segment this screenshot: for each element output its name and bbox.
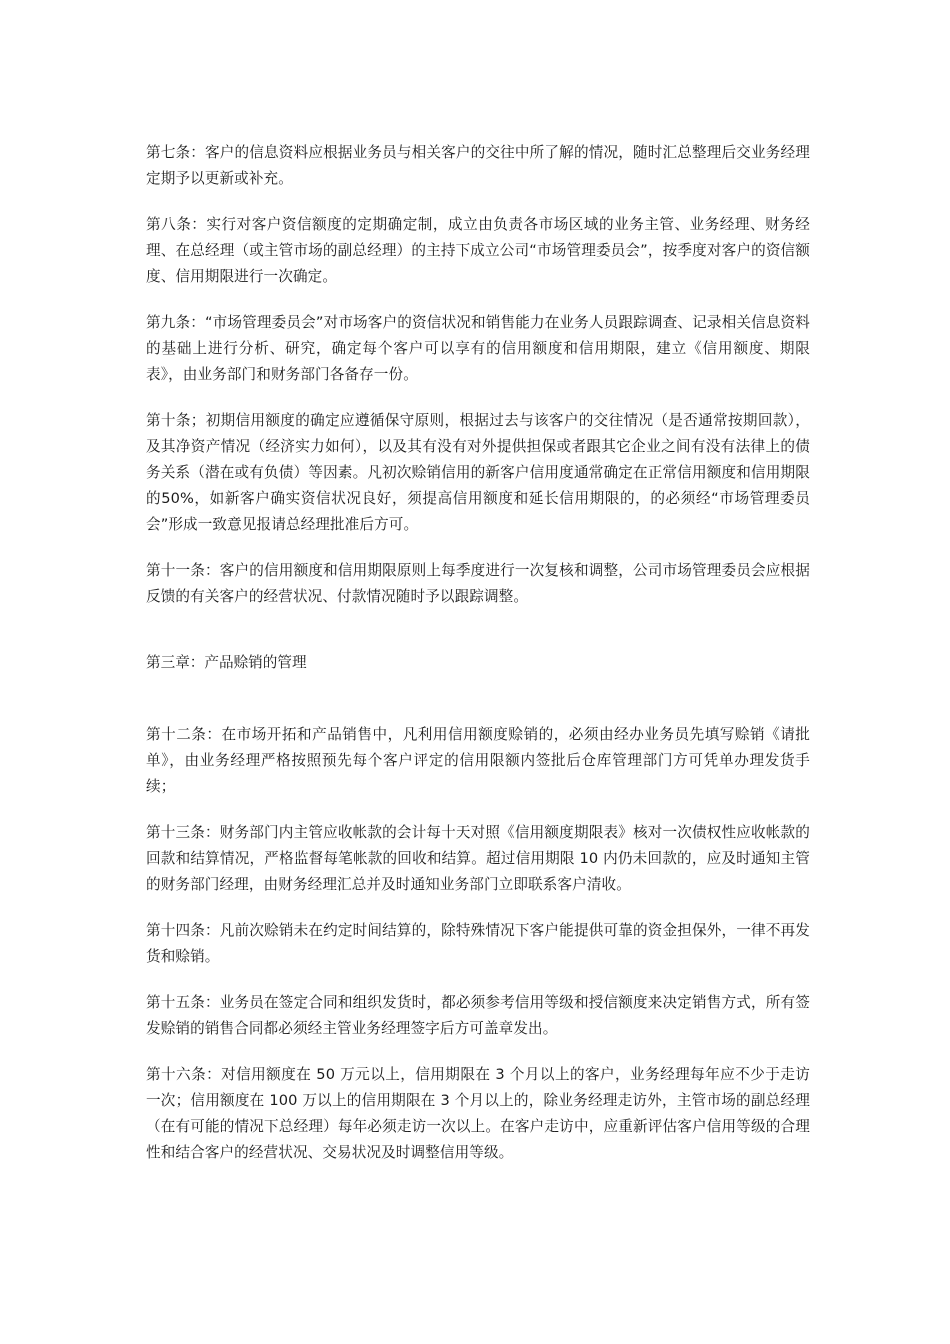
article-14: 第十四条：凡前次赊销未在约定时间结算的，除特殊情况下客户能提供可靠的资金担保外，一律不再发货和赊销。 bbox=[146, 922, 810, 965]
article-15: 第十五条：业务员在签定合同和组织发货时，都必须参考信用等级和授信额度来决定销售方式，所有签发赊销的销售合同都必须经主管业务经理签字后方可盖章发出。 bbox=[146, 994, 810, 1037]
chapter-title: 第三章：产品赊销的管理 bbox=[146, 654, 307, 671]
article-13: 第十三条：财务部门内主管应收帐款的会计每十天对照《信用额度期限表》核对一次债权性应收帐款的回款和结算情况，严格监督每笔帐款的回收和结算。超过信用期限 10 内仍未回款的，应及时通知主管的财务部门经理，由财务经理汇总并及时通知业务部门立即联系客户清收。 bbox=[146, 824, 810, 893]
article-9: 第九条：“市场管理委员会”对市场客户的资信状况和销售能力在业务人员跟踪调查、记录相关信息资料的基础上进行分析、研究，确定每个客户可以享有的信用额度和信用期限，建立《信用额度、期限表》，由业务部门和财务部门各备存一份。 bbox=[146, 314, 810, 383]
article-11: 第十一条：客户的信用额度和信用期限原则上每季度进行一次复核和调整，公司市场管理委员会应根据反馈的有关客户的经营状况、付款情况随时予以跟踪调整。 bbox=[146, 562, 810, 605]
article-10: 第十条；初期信用额度的确定应遵循保守原则，根据过去与该客户的交往情况（是否通常按期回款），及其净资产情况（经济实力如何），以及其有没有对外提供担保或者跟其它企业之间有没有法律上的债务关系（潜在或有负债）等因素。凡初次赊销信用的新客户信用度通常确定在正常信用额度和信用期限的50%，如新客户确实资信状况良好，须提高信用额度和延长信用期限的，的必须经“市场管理委员会”形成一致意见报请总经理批准后方可。 bbox=[146, 412, 810, 533]
article-8: 第八条：实行对客户资信额度的定期确定制，成立由负责各市场区域的业务主管、业务经理、财务经理、在总经理（或主管市场的副总经理）的主持下成立公司“市场管理委员会”，按季度对客户的资信额度、信用期限进行一次确定。 bbox=[146, 216, 810, 285]
document-page bbox=[146, 140, 810, 1166]
article-7: 第七条：客户的信息资料应根据业务员与相关客户的交往中所了解的情况，随时汇总整理后交业务经理定期予以更新或补充。 bbox=[146, 144, 810, 187]
article-16: 第十六条：对信用额度在 50 万元以上，信用期限在 3 个月以上的客户，业务经理每年应不少于走访一次；信用额度在 100 万以上的信用期限在 3 个月以上的，除业务经理走访外，主管市场的副总经理（在有可能的情况下总经理）每年必须走访一次以上。在客户走访中，应重新评估客户信用等级的合理性和结合客户的经营状况、交易状况及时调整信用等级。 bbox=[146, 1066, 810, 1161]
article-12: 第十二条：在市场开拓和产品销售中，凡利用信用额度赊销的，必须由经办业务员先填写赊销《请批单》，由业务经理严格按照预先每个客户评定的信用限额内签批后仓库管理部门方可凭单办理发货手续； bbox=[146, 726, 810, 795]
